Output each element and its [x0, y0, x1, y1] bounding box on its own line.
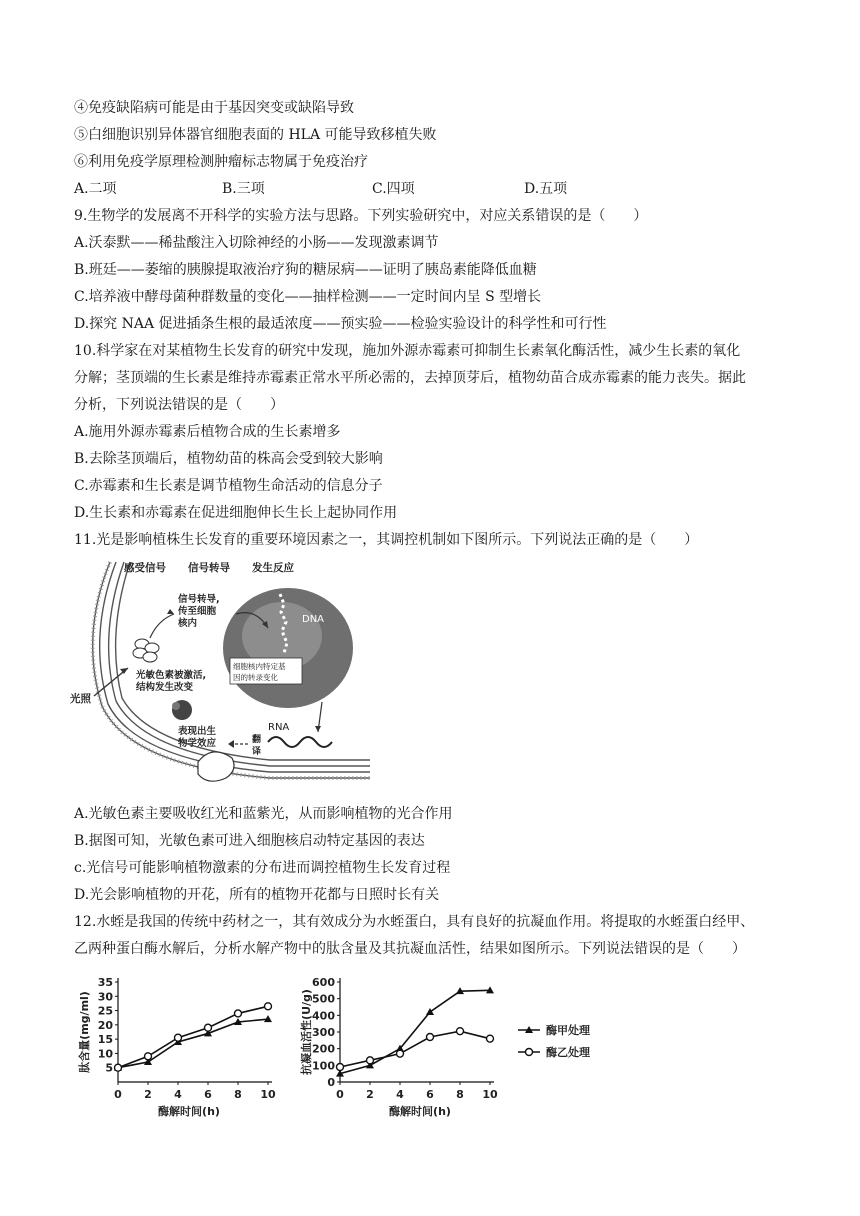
q11-option-c: c.光信号可能影响植物激素的分布进而调控植物生长发育过程: [74, 860, 451, 876]
x-tick-label: 4: [174, 1088, 182, 1101]
data-point: [115, 1064, 122, 1071]
data-point: [487, 1035, 494, 1042]
signal-label-1: 信号转导,: [178, 594, 220, 605]
x-tick-label: 8: [234, 1088, 242, 1101]
light-signal-diagram: [70, 556, 370, 788]
legend-label: 酶乙处理: [546, 1046, 590, 1059]
q9-option-c: C.培养液中酵母菌种群数量的变化——抽样检测——一定时间内呈 S 型增长: [74, 289, 542, 305]
q8-option-a: A.二项: [74, 181, 117, 197]
header-receive-signal: 感受信号: [124, 562, 166, 574]
y-tick-label: 30: [97, 990, 113, 1004]
data-point: [427, 1034, 434, 1041]
x-tick-label: 6: [204, 1088, 212, 1101]
phytochrome-icon: [133, 639, 159, 662]
data-point: [367, 1057, 374, 1064]
q8-option-d: D.五项: [524, 181, 568, 197]
header-response: 发生反应: [252, 562, 294, 574]
phytochrome-label-1: 光敏色素被激活,: [136, 670, 207, 681]
effect-label-1: 表现出生: [178, 726, 217, 737]
nucleus-caption-line-1: 细胞核内特定基: [233, 662, 286, 671]
data-point: [145, 1053, 152, 1060]
y-tick-label: 300: [312, 1026, 335, 1039]
statement-4: ④免疫缺陷病可能是由于基因突变或缺陷导致: [74, 100, 354, 116]
q9-option-d: D.探究 NAA 促进插条生根的最适浓度——预实验——检验实验设计的科学性和可行性: [74, 316, 607, 332]
series-line: [340, 1031, 490, 1067]
data-point: [175, 1034, 182, 1041]
x-tick-label: 0: [114, 1088, 122, 1101]
data-point: [457, 1028, 464, 1035]
y-tick-label: 10: [97, 1047, 113, 1061]
q10-stem-line-1: 10.科学家在对某植物生长发育的研究中发现，施加外源赤霉素可抑制生长素氧化酶活性，减少生长素的氧化: [74, 343, 741, 359]
arrowhead-rna: [315, 726, 321, 732]
y-axis-label: 肽含量(mg/ml): [78, 991, 91, 1073]
data-point: [205, 1024, 212, 1031]
ribosome-icon: [198, 752, 234, 781]
y-tick-label: 20: [97, 1018, 113, 1032]
q11-stem: 11.光是影响植株生长发育的重要环境因素之一，其调控机制如下图所示。下列说法正确的是（ ）: [74, 532, 699, 548]
q12-stem-line-1: 12.水蛭是我国的传统中药材之一，其有效成分为水蛭蛋白，具有良好的抗凝血作用。将提取的水蛭蛋白经甲、: [74, 914, 755, 930]
q11-option-d: D.光会影响植物的开花，所有的植物开花都与日照时长有关: [74, 887, 440, 903]
x-axis-label: 酶解时间(h): [158, 1105, 220, 1118]
arrowhead-translation: [228, 740, 234, 748]
light-label: 光照: [70, 693, 91, 705]
q8-option-c: C.四项: [372, 181, 415, 197]
series-line: [340, 990, 490, 1073]
x-tick-label: 2: [366, 1088, 374, 1101]
y-tick-label: 400: [312, 1009, 335, 1023]
peptide-content-chart: [74, 972, 294, 1120]
y-tick-label: 35: [97, 976, 113, 989]
signal-label-3: 核内: [178, 618, 198, 629]
x-axis-label: 酶解时间(h): [389, 1105, 451, 1118]
dna-label: DNA: [302, 614, 325, 625]
y-tick-label: 0: [327, 1076, 335, 1089]
signal-label-2: 传至细胞: [178, 606, 217, 617]
data-point: [265, 1003, 272, 1010]
legend-marker: [526, 1049, 533, 1056]
x-tick-label: 0: [336, 1088, 344, 1101]
q9-stem: 9.生物学的发展离不开科学的实验方法与思路。下列实验研究中，对应关系错误的是（ ）: [74, 208, 648, 224]
statement-6: ⑥利用免疫学原理检测肿瘤标志物属于免疫治疗: [74, 154, 368, 170]
q10-option-a: A.施用外源赤霉素后植物合成的生长素增多: [74, 424, 341, 440]
nucleus-caption-line-2: 因的转录变化: [233, 673, 278, 682]
rna-label: RNA: [268, 722, 290, 733]
y-tick-label: 5: [105, 1061, 113, 1075]
x-tick-label: 2: [144, 1088, 152, 1101]
header-signal-transduction: 信号转导: [188, 562, 230, 574]
x-tick-label: 10: [260, 1088, 276, 1101]
translation-label-1: 翻: [252, 735, 262, 745]
arrow-to-signal: [150, 614, 174, 638]
y-tick-label: 100: [312, 1059, 335, 1073]
q11-option-b: B.据图可知，光敏色素可进入细胞核启动特定基因的表达: [74, 833, 425, 849]
series-line: [118, 1019, 268, 1068]
data-point: [397, 1050, 404, 1057]
effect-label-2: 物学效应: [178, 738, 217, 749]
y-tick-label: 200: [312, 1042, 335, 1056]
x-tick-label: 6: [426, 1088, 434, 1101]
phytochrome-label-2: 结构发生改变: [136, 682, 194, 693]
q12-stem-line-2: 乙两种蛋白酶水解后，分析水解产物中的肽含量及其抗凝血活性，结果如图所示。下列说法错误的是（ ）: [74, 941, 746, 957]
q10-option-d: D.生长素和赤霉素在促进细胞伸长生长上起协同作用: [74, 505, 398, 521]
q9-option-b: B.班廷——萎缩的胰腺提取液治疗狗的糖尿病——证明了胰岛素能降低血糖: [74, 262, 537, 278]
translation-label-2: 译: [252, 747, 262, 757]
q8-option-b: B.三项: [222, 181, 265, 197]
q10-stem-line-2: 分解；茎顶端的生长素是维持赤霉素正常水平所必需的，去掉顶芽后，植物幼苗合成赤霉素的能力丧失。据此: [74, 370, 746, 386]
anticoagulant-activity-chart: [296, 972, 626, 1120]
y-tick-label: 15: [97, 1033, 113, 1047]
x-tick-label: 8: [456, 1088, 464, 1101]
arrowhead-signal: [167, 609, 174, 614]
protein-detail: [172, 702, 180, 710]
data-point: [235, 1010, 242, 1017]
data-point: [426, 1008, 434, 1015]
q9-option-a: A.沃泰默——稀盐酸注入切除神经的小肠——发现激素调节: [74, 235, 439, 251]
rna-wave: [268, 737, 332, 747]
q11-option-a: A.光敏色素主要吸收红光和蓝紫光，从而影响植物的光合作用: [74, 806, 453, 822]
x-tick-label: 10: [482, 1088, 498, 1101]
y-tick-label: 25: [97, 1004, 113, 1018]
x-tick-label: 4: [396, 1088, 404, 1101]
legend-label: 酶甲处理: [546, 1024, 590, 1037]
y-tick-label: 600: [312, 976, 335, 989]
q10-stem-line-3: 分析，下列说法错误的是（ ）: [74, 397, 284, 413]
q10-option-b: B.去除茎顶端后，植物幼苗的株高会受到较大影响: [74, 451, 383, 467]
y-tick-label: 500: [312, 992, 335, 1006]
q10-option-c: C.赤霉素和生长素是调节植物生命活动的信息分子: [74, 478, 383, 494]
y-axis-label: 抗凝血活性(U/g): [300, 989, 313, 1075]
statement-5: ⑤白细胞识别异体器官细胞表面的 HLA 可能导致移植失败: [74, 127, 437, 143]
data-point: [337, 1064, 344, 1071]
